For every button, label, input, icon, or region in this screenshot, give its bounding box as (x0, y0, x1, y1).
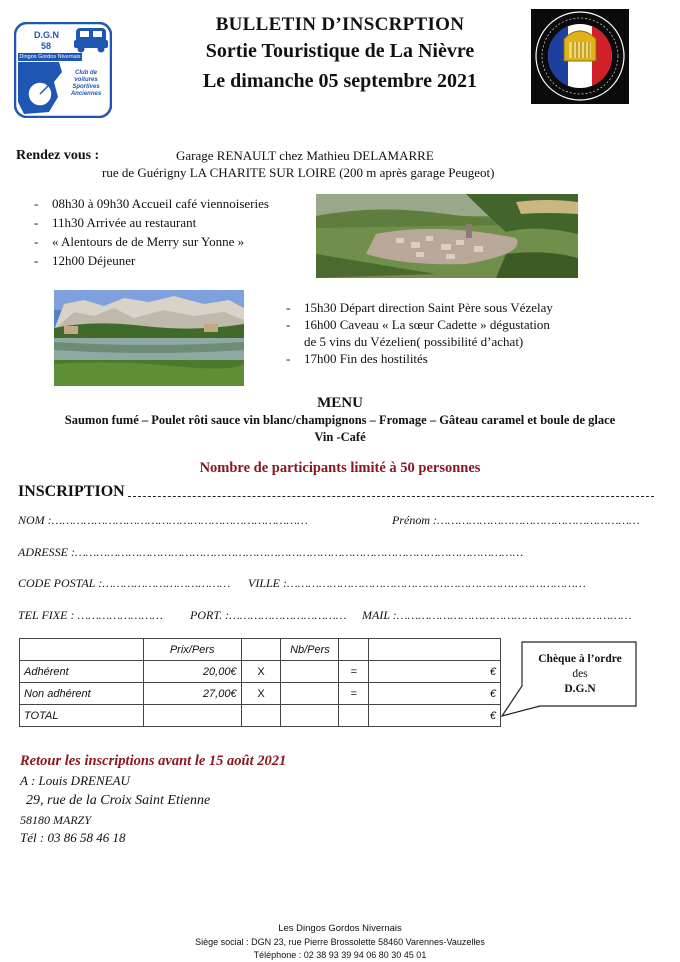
table-cell (339, 705, 369, 727)
retour-line2: 29, rue de la Croix Saint Etienne (26, 793, 211, 808)
prenom-label: Prénom : (392, 513, 437, 527)
footer-address: Siège social : DGN 23, rue Pierre Brossolette 58460 Varennes-Vauzelles (195, 937, 485, 947)
ville-label: VILLE : (248, 576, 287, 590)
times-cell: X (241, 683, 281, 705)
port-field[interactable] (190, 608, 346, 623)
retour-line1: A : Louis DRENEAU (20, 773, 130, 788)
ville-dots: ………………………………………………………………………… (287, 576, 586, 590)
rendezvous-line1: Garage RENAULT chez Mathieu DELAMARRE (176, 148, 434, 163)
menu-line1: Saumon fumé – Poulet rôti sauce vin blanc/champignons – Fromage – Gâteau caramel et boule de glace (64, 413, 616, 427)
schedule-item: - 11h30 Arrivée au restaurant (34, 215, 197, 230)
retour-line4: Tél : 03 86 58 46 18 (20, 830, 126, 845)
port-dots: …………………………… (229, 608, 347, 622)
total-input-cell[interactable]: € (369, 705, 501, 727)
price-cell: 20,00€ (143, 661, 241, 683)
footer-club-name: Les Dingos Gordos Nivernais (278, 923, 402, 934)
mail-field[interactable] (362, 608, 632, 623)
total-input-cell[interactable]: € (369, 661, 501, 683)
tel-fixe-field[interactable] (18, 608, 163, 623)
port-label: PORT. : (190, 608, 230, 622)
price-cell: 27,00€ (143, 683, 241, 705)
code-postal-dots: ……………………………… (102, 576, 231, 590)
table-row (20, 661, 501, 683)
ffve-logo (531, 9, 629, 104)
mail-label: MAIL : (362, 608, 397, 622)
rendezvous-label: Rendez vous : (16, 148, 100, 163)
table-cell (369, 639, 501, 661)
table-cell (241, 639, 281, 661)
footer-phone: Téléphone : 02 38 93 39 94 06 80 30 45 01 (253, 950, 427, 960)
mail-dots: ………………………………………………………… (396, 608, 632, 622)
table-cell (143, 705, 241, 727)
code-postal-label: CODE POSTAL : (18, 576, 103, 590)
schedule-item: - « Alentours de de Merry sur Yonne » (34, 234, 245, 249)
table-header-row (20, 639, 501, 661)
schedule-item: - 16h00 Caveau « La sœur Cadette » dégustation (286, 317, 550, 332)
schedule-afternoon (286, 299, 553, 367)
dgn-logo (14, 22, 112, 118)
tel-fixe-dots: …………………… (74, 608, 163, 622)
nb-input-cell[interactable] (281, 661, 339, 683)
tel-fixe-label: TEL FIXE : (18, 608, 75, 622)
row-label: TOTAL (20, 705, 144, 727)
rendezvous-line2: rue de Guérigny LA CHARITE SUR LOIRE (200 m après garage Peugeot) (102, 165, 495, 180)
table-cell (339, 639, 369, 661)
table-row (20, 683, 501, 705)
cheque-note (522, 652, 638, 697)
code-postal-field[interactable] (18, 576, 230, 591)
table-cell (20, 639, 144, 661)
retour-line3: 58180 MARZY (20, 813, 92, 827)
equals-cell: = (339, 661, 369, 683)
logo-abbr: D.G.N (34, 30, 60, 40)
nom-dots: ……………………………………………………………… (51, 513, 308, 527)
ville-field[interactable] (248, 576, 586, 591)
equals-cell: = (339, 683, 369, 705)
logo-club-1: Club de (75, 70, 97, 76)
schedule-item: - 17h00 Fin des hostilités (286, 351, 428, 366)
participants-limit: Nombre de participants limité à 50 personnes (199, 460, 481, 476)
logo-club-3: Sportives (72, 84, 100, 90)
prenom-dots: ………………………………………………… (437, 513, 640, 527)
schedule-item: - 12h00 Déjeuner (34, 253, 136, 268)
schedule-item: - 15h30 Départ direction Saint Père sous Vézelay (286, 300, 553, 315)
title-sortie: Sortie Touristique de La Nièvre (205, 40, 475, 62)
row-label: Adhérent (20, 661, 144, 683)
menu-title: MENU (317, 395, 363, 411)
cheque-line2: des (572, 668, 588, 680)
schedule-item: de 5 vins du Vézelien( possibilité d’achat) (304, 334, 524, 349)
price-table (19, 638, 501, 727)
cheque-line1: Chèque à l’ordre (538, 653, 622, 665)
inscription-rule (128, 496, 654, 497)
table-header: Prix/Pers (143, 639, 241, 661)
logo-num: 58 (41, 41, 52, 51)
prenom-field[interactable] (392, 513, 640, 528)
nb-input-cell[interactable] (281, 683, 339, 705)
times-cell: X (241, 661, 281, 683)
cheque-line3: D.G.N (564, 683, 596, 695)
schedule-morning (34, 194, 269, 270)
nom-field[interactable] (18, 513, 308, 528)
row-label: Non adhérent (20, 683, 144, 705)
title-date: Le dimanche 05 septembre 2021 (202, 70, 478, 92)
menu-line2: Vin -Café (314, 430, 366, 444)
table-cell (281, 705, 339, 727)
adresse-dots: ……………………………………………………………………………………………………………… (74, 545, 524, 559)
logo-banner: Dingos Gordos Nivernais (19, 54, 81, 60)
village-aerial-photo (316, 194, 578, 278)
table-row (20, 705, 501, 727)
retour-title: Retour les inscriptions avant le 15 août 2021 (20, 753, 287, 769)
table-cell (241, 705, 281, 727)
adresse-field[interactable] (18, 545, 523, 560)
total-input-cell[interactable]: € (369, 683, 501, 705)
logo-club-2: voitures (74, 77, 98, 83)
inscription-title: INSCRIPTION (18, 483, 125, 500)
table-header: Nb/Pers (281, 639, 339, 661)
schedule-item: - 08h30 à 09h30 Accueil café viennoiseries (34, 196, 269, 211)
nom-label: NOM : (18, 513, 52, 527)
adresse-label: ADRESSE : (18, 545, 75, 559)
logo-club-4: Anciennes (70, 91, 102, 97)
title-bulletin: BULLETIN D’INSCRPTION (215, 14, 465, 35)
cliffs-river-photo (54, 290, 244, 386)
